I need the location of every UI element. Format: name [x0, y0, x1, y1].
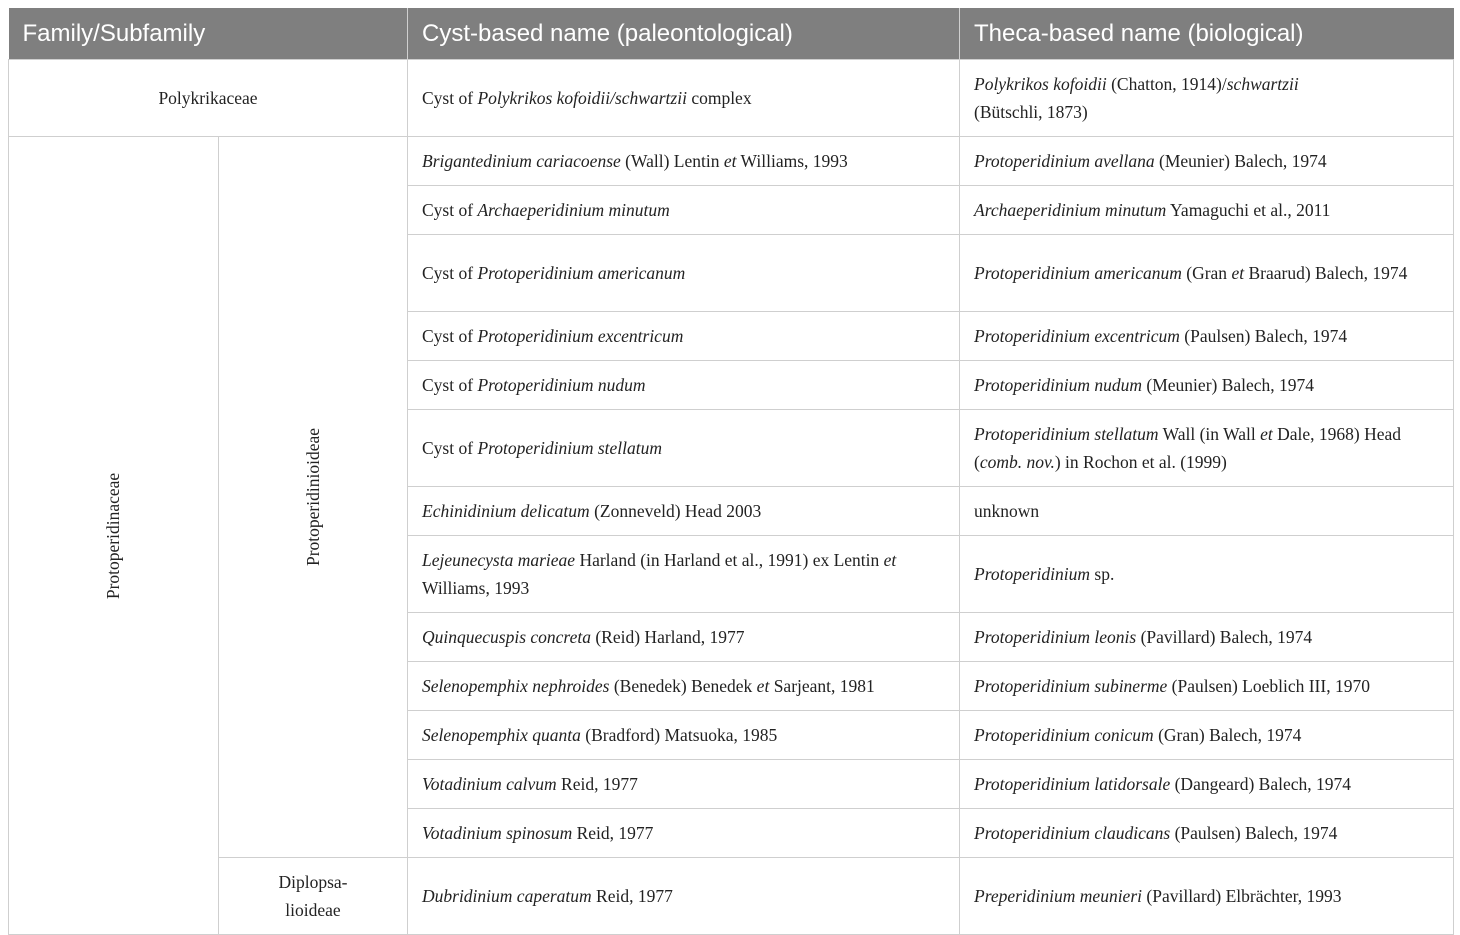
subfamily-cell: Protoperidinioideae	[219, 137, 408, 858]
cyst-name-cell: Brigantedinium cariacoense (Wall) Lentin et Williams, 1993	[408, 137, 960, 186]
cyst-name-cell: Cyst of Protoperidinium stellatum	[408, 410, 960, 487]
header-theca-name: Theca-based name (biological)	[960, 8, 1454, 60]
subfamily-cell: Diplopsa- lioideae	[219, 858, 408, 935]
cyst-name-cell: Selenopemphix quanta (Bradford) Matsuoka, 1985	[408, 711, 960, 760]
theca-name-cell: Polykrikos kofoidii (Chatton, 1914)/schwartzii (Bütschli, 1873)	[960, 60, 1454, 137]
cyst-name-cell: Votadinium spinosum Reid, 1977	[408, 809, 960, 858]
cyst-name-cell: Lejeunecysta marieae Harland (in Harland et al., 1991) ex Lentin et Williams, 1993	[408, 536, 960, 613]
theca-name-cell: Protoperidinium avellana (Meunier) Balech, 1974	[960, 137, 1454, 186]
table-row	[9, 60, 1454, 137]
header-cyst-name: Cyst-based name (paleontological)	[408, 8, 960, 60]
cyst-name-cell: Quinquecuspis concreta (Reid) Harland, 1977	[408, 613, 960, 662]
theca-name-cell: Protoperidinium nudum (Meunier) Balech, 1974	[960, 361, 1454, 410]
cyst-name-cell: Cyst of Protoperidinium excentricum	[408, 312, 960, 361]
family-cell: Polykrikaceae	[9, 60, 408, 137]
theca-name-cell: Preperidinium meunieri (Pavillard) Elbrächter, 1993	[960, 858, 1454, 935]
cyst-name-cell: Cyst of Protoperidinium nudum	[408, 361, 960, 410]
theca-name-cell: Protoperidinium excentricum (Paulsen) Balech, 1974	[960, 312, 1454, 361]
theca-name-cell: Protoperidinium leonis (Pavillard) Balech, 1974	[960, 613, 1454, 662]
cyst-name-cell: Selenopemphix nephroides (Benedek) Benedek et Sarjeant, 1981	[408, 662, 960, 711]
cyst-name-cell: Echinidinium delicatum (Zonneveld) Head 2003	[408, 487, 960, 536]
header-family: Family/Subfamily	[9, 8, 408, 60]
theca-name-cell: Protoperidinium americanum (Gran et Braarud) Balech, 1974	[960, 235, 1454, 312]
theca-name-cell: Protoperidinium latidorsale (Dangeard) Balech, 1974	[960, 760, 1454, 809]
theca-name-cell: Protoperidinium stellatum Wall (in Wall et Dale, 1968) Head (comb. nov.) in Rochon et al. (1999)	[960, 410, 1454, 487]
cyst-name-cell: Cyst of Polykrikos kofoidii/schwartzii complex	[408, 60, 960, 137]
theca-name-cell: Archaeperidinium minutum Yamaguchi et al., 2011	[960, 186, 1454, 235]
theca-name-cell: Protoperidinium subinerme (Paulsen) Loeblich III, 1970	[960, 662, 1454, 711]
table-header	[9, 8, 1454, 60]
table-row	[9, 137, 1454, 186]
family-cell: Protoperidinaceae	[9, 137, 219, 935]
cyst-name-cell: Votadinium calvum Reid, 1977	[408, 760, 960, 809]
theca-name-cell: Protoperidinium sp.	[960, 536, 1454, 613]
theca-name-cell: unknown	[960, 487, 1454, 536]
cyst-name-cell: Dubridinium caperatum Reid, 1977	[408, 858, 960, 935]
cyst-name-cell: Cyst of Archaeperidinium minutum	[408, 186, 960, 235]
theca-name-cell: Protoperidinium claudicans (Paulsen) Balech, 1974	[960, 809, 1454, 858]
table-row	[9, 858, 1454, 935]
taxonomy-table	[8, 8, 1454, 935]
cyst-name-cell: Cyst of Protoperidinium americanum	[408, 235, 960, 312]
theca-name-cell: Protoperidinium conicum (Gran) Balech, 1974	[960, 711, 1454, 760]
